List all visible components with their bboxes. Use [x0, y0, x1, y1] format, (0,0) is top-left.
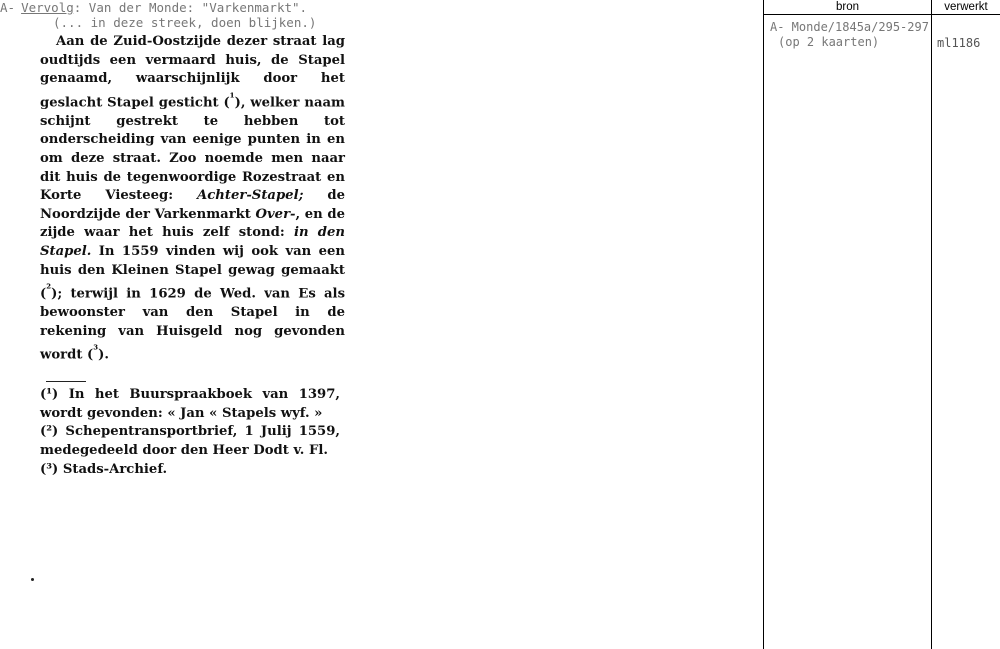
- verwerkt-entry: ml1186: [937, 36, 981, 50]
- form-header-rule: [763, 14, 1000, 15]
- text-run: , en de zijde waar het huis zelf stond:: [40, 206, 345, 241]
- footnote-divider: [46, 381, 86, 382]
- header-label: Vervolg: [21, 0, 74, 15]
- bron-reference: A- Monde/1845a/295-297: [770, 20, 929, 34]
- italic-run: in den Stapel.: [40, 225, 345, 259]
- footnote-2: (²) Schepentransportbrief, 1 Julij 1559, medegedeeld door den Heer Dodt v. Fl.: [40, 424, 340, 459]
- form-column-divider: [931, 0, 932, 649]
- footnote-3: (³) Stads-Archief.: [40, 461, 168, 477]
- footnote-ref: ¹: [229, 90, 235, 104]
- header-prefix: A-: [0, 0, 16, 15]
- stray-mark: [31, 578, 34, 581]
- header-line-1: [0, 0, 520, 15]
- text-run: de Noordzijde der Varkenmarkt: [40, 188, 345, 222]
- bron-column-header: bron: [835, 1, 860, 13]
- form-left-border: [763, 0, 764, 649]
- text-run: ), welker naam schijnt gestrekt te hebben tot onderscheiding van eenige punten in en om deze straat. Zoo noemde men naar dit huis de tegenwoordige Rozestraat en Korte Viesteeg:: [40, 95, 345, 204]
- italic-run: Achter-Stapel;: [197, 188, 304, 204]
- bron-note: (op 2 kaarten): [778, 34, 880, 49]
- text-run: In 1559 vinden wij ook van een huis den Kleinen Stapel gewag gemaakt (: [40, 243, 345, 302]
- footnote-ref: ³: [93, 343, 99, 357]
- typed-header: [0, 0, 520, 30]
- footnote-ref: ²: [46, 282, 52, 296]
- bron-entry: [770, 20, 935, 49]
- italic-run: Over-: [255, 206, 296, 222]
- newspaper-clipping: [40, 33, 345, 479]
- footnotes: [40, 386, 340, 479]
- text-run: ); terwijl in 1629 de Wed. van Es als bewoonster van den Stapel in de rekening van Huisgeld nog gevonden wordt (: [40, 286, 345, 363]
- header-title: : Van der Monde: "Varkenmarkt".: [73, 0, 308, 15]
- footnote-1: (¹) In het Buurspraakboek van 1397, wordt gevonden: « Jan « Stapels wyf. »: [40, 387, 340, 421]
- header-line-2: (... in deze streek, doen blijken.): [53, 15, 317, 30]
- text-run: ).: [98, 347, 109, 363]
- text-run: Aan de Zuid-Oostzijde dezer straat lag oudtijds een vermaard huis, de Stapel genaamd, waarschijnlijk door het geslacht Stapel gesticht (: [40, 34, 345, 111]
- clipping-paragraph: [40, 33, 345, 365]
- verwerkt-column-header: verwerkt: [944, 1, 988, 13]
